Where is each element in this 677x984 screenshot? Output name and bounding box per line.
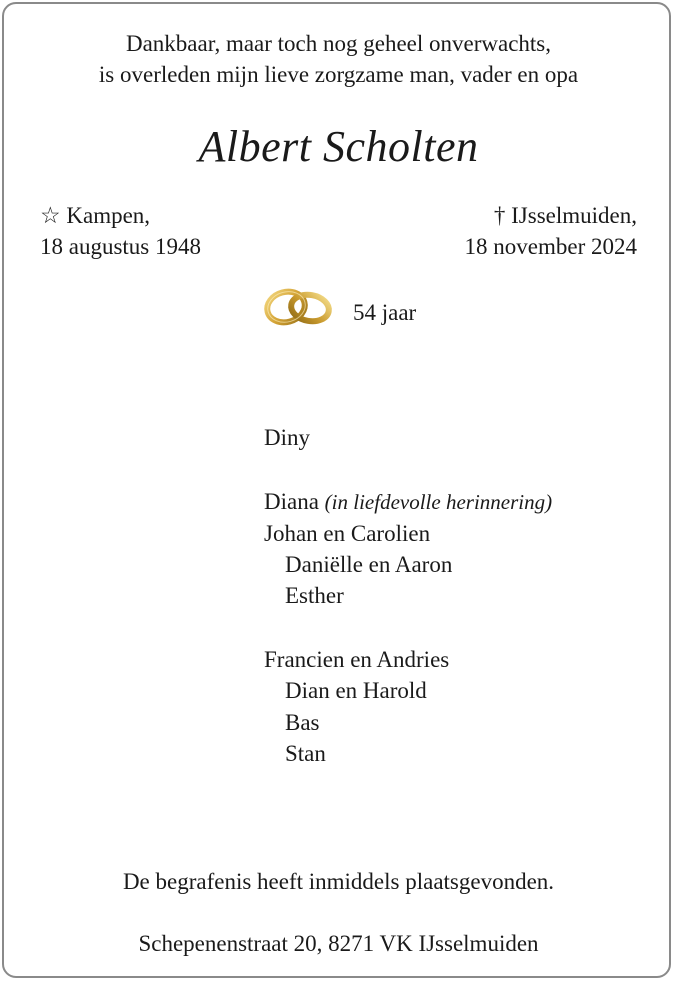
child-1-line: [264, 488, 552, 516]
wedding-rings-icon: [262, 284, 336, 330]
birth-date: 18 augustus 1948: [40, 234, 201, 259]
grandchild-item: Bas: [285, 710, 320, 735]
marriage-years: 54 jaar: [353, 300, 417, 325]
child-1-note: (in liefdevolle herinnering): [324, 490, 553, 514]
star-icon: ☆: [40, 203, 61, 228]
grandchild-item: Stan: [285, 741, 326, 766]
birth-place: Kampen,: [66, 203, 151, 228]
death-place: IJsselmuiden,: [511, 203, 637, 228]
child-1-name: Diana: [264, 489, 319, 514]
child-3-name: Francien en Andries: [264, 647, 450, 672]
death-place-line: [494, 202, 637, 230]
grandchild-item: Daniëlle en Aaron: [285, 552, 453, 577]
death-date: 18 november 2024: [464, 234, 637, 259]
funeral-note: De begrafenis heeft inmiddels plaatsgevonden.: [122, 869, 555, 894]
grandchild-item: Dian en Harold: [285, 678, 427, 703]
birth-place-line: [40, 202, 150, 230]
spouse-name: Diny: [264, 425, 310, 450]
intro-line-2: is overleden mijn lieve zorgzame man, vader en opa: [98, 62, 579, 87]
cross-icon: †: [493, 203, 506, 228]
intro-line-1: Dankbaar, maar toch nog geheel onverwachts,: [125, 31, 552, 56]
grandchild-item: Esther: [285, 583, 344, 608]
child-2-name: Johan en Carolien: [264, 521, 431, 546]
address: Schepenenstraat 20, 8271 VK IJsselmuiden: [138, 931, 539, 956]
deceased-name: Albert Scholten: [198, 122, 479, 171]
